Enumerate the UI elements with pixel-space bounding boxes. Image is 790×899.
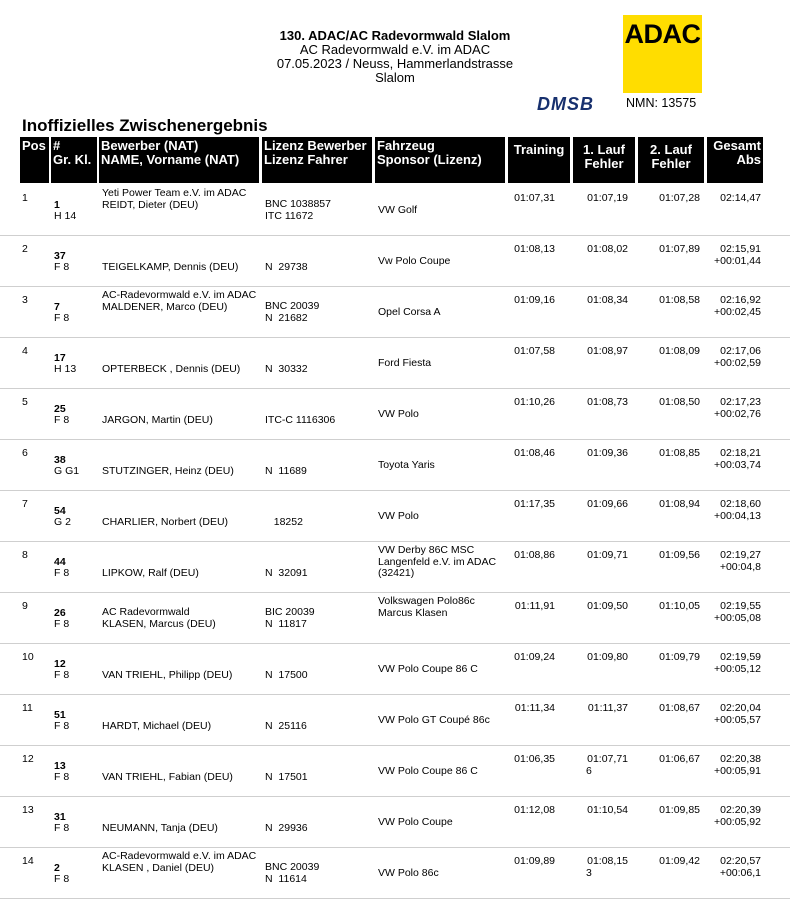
class: F 8: [54, 822, 70, 834]
pos: 2: [22, 243, 28, 255]
col-vehicle-label: Fahrzeug Sponsor (Lizenz): [377, 138, 482, 167]
licence: [265, 199, 373, 222]
table-row: [0, 389, 790, 440]
col-header-vehicle: [375, 137, 505, 183]
gap-value: +00:05,12: [713, 662, 761, 675]
lauf2-time: 01:08,67: [659, 702, 700, 714]
table-row: [0, 440, 790, 491]
driver: TEIGELKAMP, Dennis (DEU): [102, 261, 239, 273]
driver: OPTERBECK , Dennis (DEU): [102, 363, 241, 375]
lauf1-time: 01:09,50: [587, 600, 628, 612]
start-number: 17: [54, 352, 66, 364]
pos: 8: [22, 549, 28, 561]
lauf1-time: 01:10,54: [587, 804, 628, 816]
total-value: 02:20,39: [720, 804, 761, 816]
licence-driver: 18252: [265, 516, 303, 528]
start-number: 44: [54, 556, 66, 568]
training-time: 01:11,34: [514, 702, 555, 714]
table-row: [0, 542, 790, 593]
training-time: 01:09,24: [514, 651, 555, 663]
total-time: [705, 652, 761, 675]
col-pos-label: Pos: [22, 138, 46, 153]
licence-driver: N 32091: [265, 567, 308, 579]
licence: [265, 466, 373, 478]
total-value: 02:20,38: [720, 753, 761, 765]
total-time: [705, 856, 761, 879]
vehicle: VW Polo Coupe: [378, 816, 453, 828]
pos: 14: [22, 855, 34, 867]
licence: [265, 670, 373, 682]
col-lauf1-label: 1. Lauf Fehler: [583, 142, 625, 171]
results-table: [0, 185, 790, 899]
class: F 8: [54, 771, 70, 783]
total-time: [705, 295, 761, 318]
class: F 8: [54, 669, 70, 681]
pos: 9: [22, 600, 28, 612]
driver: CHARLIER, Norbert (DEU): [102, 516, 229, 528]
entrant-driver: [102, 415, 262, 427]
col-header-num: [51, 137, 97, 183]
col-header-pos: [20, 137, 49, 183]
total-time: [705, 244, 761, 267]
licence-driver: N 25116: [265, 720, 307, 732]
licence-entrant: BNC 1038857: [265, 198, 331, 210]
total-value: 02:19,27: [720, 549, 761, 561]
col-header-name: [99, 137, 259, 183]
lauf2-time: 01:08,09: [659, 345, 700, 357]
col-name-label: Bewerber (NAT) NAME, Vorname (NAT): [101, 138, 240, 167]
entrant-driver: [102, 188, 262, 211]
driver: VAN TRIEHL, Philipp (DEU): [102, 669, 233, 681]
total-value: 02:15,91: [720, 243, 761, 255]
driver: JARGON, Martin (DEU): [102, 414, 213, 426]
col-licence-label: Lizenz Bewerber Lizenz Fahrer: [264, 138, 367, 167]
col-lauf2-label: 2. Lauf Fehler: [650, 142, 692, 171]
lauf2-time: 01:08,94: [659, 498, 700, 510]
total-time: [705, 397, 761, 420]
lauf2-time: 01:10,05: [659, 600, 700, 612]
start-number: 54: [54, 505, 66, 517]
vehicle: Vw Polo Coupe: [378, 255, 451, 267]
table-row: [0, 644, 790, 695]
total-time: [705, 703, 761, 726]
driver: NEUMANN, Tanja (DEU): [102, 822, 218, 834]
total-value: 02:16,92: [720, 294, 761, 306]
entrant-driver: [102, 466, 262, 478]
col-header-total: [707, 137, 763, 183]
vehicle: Volkswagen Polo86c Marcus Klasen: [378, 595, 475, 619]
licence: [265, 364, 373, 376]
gap-value: +00:04,13: [713, 509, 761, 522]
training-time: 01:08,46: [514, 447, 555, 459]
total-value: 02:17,06: [720, 345, 761, 357]
training-time: 01:09,16: [514, 294, 555, 306]
start-number: 7: [54, 301, 60, 313]
total-time: [705, 346, 761, 369]
lauf1-time: 01:08,73: [587, 396, 628, 408]
gap-value: +00:03,74: [713, 458, 761, 471]
vehicle: VW Polo Coupe 86 C: [378, 663, 478, 675]
driver: REIDT, Dieter (DEU): [102, 198, 199, 211]
training-time: 01:06,35: [514, 753, 555, 765]
col-header-licence: [262, 137, 372, 183]
licence: [265, 862, 373, 885]
training-time: 01:09,89: [514, 855, 555, 867]
licence: [265, 517, 373, 529]
entrant-driver: [102, 517, 262, 529]
total-value: 02:14,47: [720, 192, 761, 204]
driver: STUTZINGER, Heinz (DEU): [102, 465, 234, 477]
start-number: 31: [54, 811, 66, 823]
licence: [265, 772, 373, 784]
entrant-driver: [102, 721, 262, 733]
driver: HARDT, Michael (DEU): [102, 720, 212, 732]
licence-driver: N 29738: [265, 261, 308, 273]
vehicle: VW Polo: [378, 510, 419, 522]
total-value: 02:19,55: [720, 600, 761, 612]
event-type: Slalom: [375, 70, 415, 85]
table-row: [0, 797, 790, 848]
class: F 8: [54, 261, 70, 273]
class: G 2: [54, 516, 71, 528]
total-value: 02:20,57: [720, 855, 761, 867]
class: G G1: [54, 465, 80, 477]
table-row: [0, 848, 790, 899]
licence-driver: N 29936: [265, 822, 308, 834]
lauf1-time: 01:09,71: [587, 549, 628, 561]
vehicle: Opel Corsa A: [378, 306, 441, 318]
class: F 8: [54, 414, 70, 426]
gap-value: +00:04,8: [719, 560, 761, 573]
gap-value: +00:02,59: [713, 356, 761, 369]
gap-value: +00:05,08: [713, 611, 761, 624]
table-row: [0, 695, 790, 746]
total-value: 02:17,23: [720, 396, 761, 408]
start-number: 12: [54, 658, 66, 670]
pos: 4: [22, 345, 28, 357]
training-time: 01:10,26: [514, 396, 555, 408]
vehicle: VW Derby 86C MSC Langenfeld e.V. im ADAC (32421): [378, 544, 497, 579]
gap-value: +00:01,44: [713, 254, 761, 267]
entrant: AC-Radevormwald e.V. im ADAC: [102, 850, 257, 862]
start-number: 25: [54, 403, 66, 415]
licence-driver: N 17501: [265, 771, 308, 783]
licence-driver: N 17500: [265, 669, 308, 681]
gap-value: +00:05,57: [713, 713, 761, 726]
total-value: 02:20,04: [720, 702, 761, 714]
licence-driver: N 11614: [265, 872, 307, 885]
table-row: [0, 185, 790, 236]
entrant-driver: [102, 607, 262, 630]
licence-driver: N 11817: [265, 617, 307, 630]
lauf1-time: 01:09,80: [587, 651, 628, 663]
lauf2-time: 01:06,67: [659, 753, 700, 765]
training-time: 01:07,31: [514, 192, 555, 204]
lauf2-time: 01:09,42: [659, 855, 700, 867]
gap-value: +00:05,92: [713, 815, 761, 828]
vehicle: Ford Fiesta: [378, 357, 432, 369]
licence: [265, 301, 373, 324]
adac-logo: [623, 15, 702, 93]
lauf2-time: 01:08,58: [659, 294, 700, 306]
table-row: [0, 746, 790, 797]
training-time: 01:17,35: [514, 498, 555, 510]
licence-entrant: BIC 20039: [265, 606, 315, 618]
table-row: [0, 236, 790, 287]
total-time: [705, 805, 761, 828]
entrant-driver: [102, 364, 262, 376]
licence: [265, 262, 373, 274]
entrant-driver: [102, 262, 262, 274]
total-time: [705, 499, 761, 522]
vehicle: VW Polo Coupe 86 C: [378, 765, 478, 777]
lauf1-time: 01:07,19: [587, 192, 628, 204]
class: H 13: [54, 363, 77, 375]
driver: KLASEN, Marcus (DEU): [102, 617, 216, 630]
col-total-label: Gesamt Abs: [713, 138, 761, 167]
pos: 13: [22, 804, 34, 816]
total-value: 02:19,59: [720, 651, 761, 663]
lauf1-time: 01:08,02: [587, 243, 628, 255]
gap-value: +00:06,1: [719, 866, 761, 879]
licence: [265, 568, 373, 580]
entrant: Yeti Power Team e.V. im ADAC: [102, 187, 247, 199]
driver: LIPKOW, Ralf (DEU): [102, 567, 199, 579]
nmn-number: NMN: 13575: [626, 96, 697, 110]
lauf1-time: 01:09,66: [587, 498, 628, 510]
table-row: [0, 593, 790, 644]
lauf2-time: 01:09,56: [659, 549, 700, 561]
training-time: 01:08,86: [514, 549, 555, 561]
lauf2-time: 01:08,50: [659, 396, 700, 408]
vehicle: VW Polo 86c: [378, 867, 439, 879]
training-time: 01:07,58: [514, 345, 555, 357]
training-time: 01:12,08: [514, 804, 555, 816]
total-time: [705, 448, 761, 471]
lauf1-time: 01:08,34: [587, 294, 628, 306]
pos: 10: [22, 651, 34, 663]
licence-driver: ITC-C 1116306: [265, 414, 336, 426]
vehicle: VW Golf: [378, 204, 418, 216]
licence-entrant: BNC 20039: [265, 300, 320, 312]
class: F 8: [54, 567, 70, 579]
col-header-lauf1: [573, 137, 635, 183]
lauf1-errors: 3: [586, 867, 592, 879]
total-time: [705, 550, 761, 573]
vehicle: VW Polo GT Coupé 86c: [378, 714, 490, 726]
driver: KLASEN , Daniel (DEU): [102, 861, 215, 874]
pos: 12: [22, 753, 34, 765]
entrant: AC-Radevormwald e.V. im ADAC: [102, 289, 257, 301]
entrant-driver: [102, 670, 262, 682]
entrant: AC Radevormwald: [102, 606, 190, 618]
lauf1-time: 01:09,36: [587, 447, 628, 459]
gap-value: +00:02,76: [713, 407, 761, 420]
class: F 8: [54, 720, 70, 732]
licence: [265, 823, 373, 835]
entrant-driver: [102, 823, 262, 835]
lauf2-time: 01:08,85: [659, 447, 700, 459]
pos: 3: [22, 294, 28, 306]
organizer: AC Radevormwald e.V. im ADAC: [299, 42, 491, 57]
pos: 7: [22, 498, 28, 510]
driver: VAN TRIEHL, Fabian (DEU): [102, 771, 233, 783]
licence-driver: N 11689: [265, 465, 307, 477]
start-number: 26: [54, 607, 66, 619]
event-date-location: 07.05.2023 / Neuss, Hammerlandstrasse: [276, 56, 514, 71]
gap-value: +00:05,91: [713, 764, 761, 777]
pos: 5: [22, 396, 28, 408]
start-number: 37: [54, 250, 66, 262]
dmsb-logo: DMSB: [537, 94, 594, 114]
table-row: [0, 491, 790, 542]
start-number: 13: [54, 760, 66, 772]
licence-driver: ITC 11672: [265, 209, 314, 222]
entrant-driver: [102, 851, 262, 874]
entrant-driver: [102, 568, 262, 580]
class: F 8: [54, 618, 70, 630]
vehicle: VW Polo: [378, 408, 419, 420]
table-row: [0, 338, 790, 389]
licence: [265, 607, 373, 630]
entrant-driver: [102, 290, 262, 313]
start-number: 2: [54, 862, 60, 874]
table-row: [0, 287, 790, 338]
training-time: 01:08,13: [514, 243, 555, 255]
class: H 14: [54, 210, 77, 222]
page-title: Inoffizielles Zwischenergebnis: [22, 116, 268, 135]
lauf1-time: 01:11,37: [587, 702, 628, 714]
col-header-lauf2: [638, 137, 704, 183]
col-num-label: # Gr. Kl.: [53, 138, 92, 167]
licence: [265, 415, 373, 427]
pos: 11: [22, 702, 33, 714]
lauf2-time: 01:07,89: [659, 243, 700, 255]
lauf1-time: 01:07,71: [587, 753, 628, 765]
start-number: 1: [54, 199, 60, 211]
total-value: 02:18,60: [720, 498, 761, 510]
start-number: 38: [54, 454, 66, 466]
vehicle: Toyota Yaris: [378, 459, 435, 471]
lauf2-time: 01:09,79: [659, 651, 700, 663]
licence-entrant: BNC 20039: [265, 861, 320, 873]
lauf1-errors: 6: [586, 765, 592, 777]
lauf1-time: 01:08,97: [587, 345, 628, 357]
class: F 8: [54, 873, 70, 885]
lauf1-time: 01:08,15: [587, 855, 628, 867]
training-time: 01:11,91: [514, 600, 555, 612]
col-training-label: Training: [513, 142, 565, 157]
event-title: 130. ADAC/AC Radevormwald Slalom: [279, 28, 511, 43]
licence: [265, 721, 373, 733]
lauf2-time: 01:07,28: [659, 192, 700, 204]
total-time: [705, 754, 761, 777]
gap-value: +00:02,45: [713, 305, 761, 318]
licence-driver: N 30332: [265, 363, 308, 375]
total-time: [705, 193, 761, 205]
start-number: 51: [54, 709, 66, 721]
lauf2-time: 01:09,85: [659, 804, 700, 816]
total-time: [705, 601, 761, 624]
entrant-driver: [102, 772, 262, 784]
driver: MALDENER, Marco (DEU): [102, 300, 228, 313]
adac-logo-text: ADAC: [624, 19, 701, 49]
licence-driver: N 21682: [265, 311, 308, 324]
pos: 1: [22, 192, 28, 204]
total-value: 02:18,21: [720, 447, 761, 459]
class: F 8: [54, 312, 70, 324]
col-header-training: [508, 137, 570, 183]
pos: 6: [22, 447, 28, 459]
